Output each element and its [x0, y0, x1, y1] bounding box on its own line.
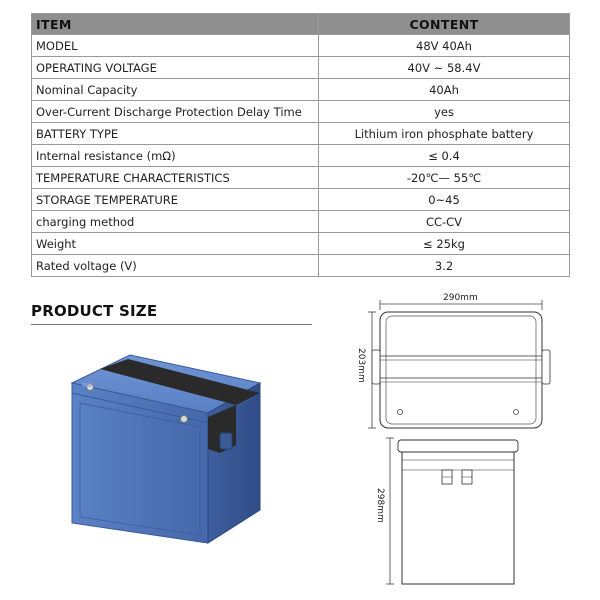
table-row [32, 211, 570, 233]
row-item: MODEL [32, 35, 319, 57]
table-row [32, 233, 570, 255]
row-value: yes [319, 101, 570, 123]
table-header-row [32, 14, 570, 35]
row-item: Internal resistance (mΩ) [32, 145, 319, 167]
dim-length-label: 290mm [443, 293, 478, 303]
row-value: ≤ 25kg [319, 233, 570, 255]
spec-table [31, 13, 570, 277]
table-row [32, 123, 570, 145]
table-row [32, 255, 570, 277]
table-row [32, 145, 570, 167]
title-divider [31, 324, 312, 325]
table-row [32, 167, 570, 189]
table-row [32, 101, 570, 123]
side-view-outline [402, 440, 514, 584]
dim-width-label: 203mm [356, 348, 366, 383]
table-row [32, 79, 570, 101]
terminal-negative [181, 416, 188, 423]
row-item: Weight [32, 233, 319, 255]
row-item: OPERATING VOLTAGE [32, 57, 319, 79]
row-value: -20℃— 55℃ [319, 167, 570, 189]
row-value: 48V 40Ah [319, 35, 570, 57]
product-size-title: PRODUCT SIZE [31, 302, 158, 320]
dimension-drawings [350, 288, 580, 588]
row-value: CC-CV [319, 211, 570, 233]
row-value: 0~45 [319, 189, 570, 211]
row-value: 40Ah [319, 79, 570, 101]
row-item: Rated voltage (V) [32, 255, 319, 277]
row-item: TEMPERATURE CHARACTERISTICS [32, 167, 319, 189]
row-item: Over-Current Discharge Protection Delay Time [32, 101, 319, 123]
battery-image [60, 345, 270, 555]
row-item: BATTERY TYPE [32, 123, 319, 145]
table-row [32, 57, 570, 79]
table-row [32, 189, 570, 211]
header-item: ITEM [32, 14, 319, 35]
dim-height-label: 298mm [375, 488, 385, 523]
row-value: Lithium iron phosphate battery [319, 123, 570, 145]
row-item: Nominal Capacity [32, 79, 319, 101]
row-value: ≤ 0.4 [319, 145, 570, 167]
row-value: 40V ~ 58.4V [319, 57, 570, 79]
row-item: charging method [32, 211, 319, 233]
battery-handle [220, 433, 232, 449]
row-item: STORAGE TEMPERATURE [32, 189, 319, 211]
table-row [32, 35, 570, 57]
header-content: CONTENT [319, 14, 570, 35]
row-value: 3.2 [319, 255, 570, 277]
